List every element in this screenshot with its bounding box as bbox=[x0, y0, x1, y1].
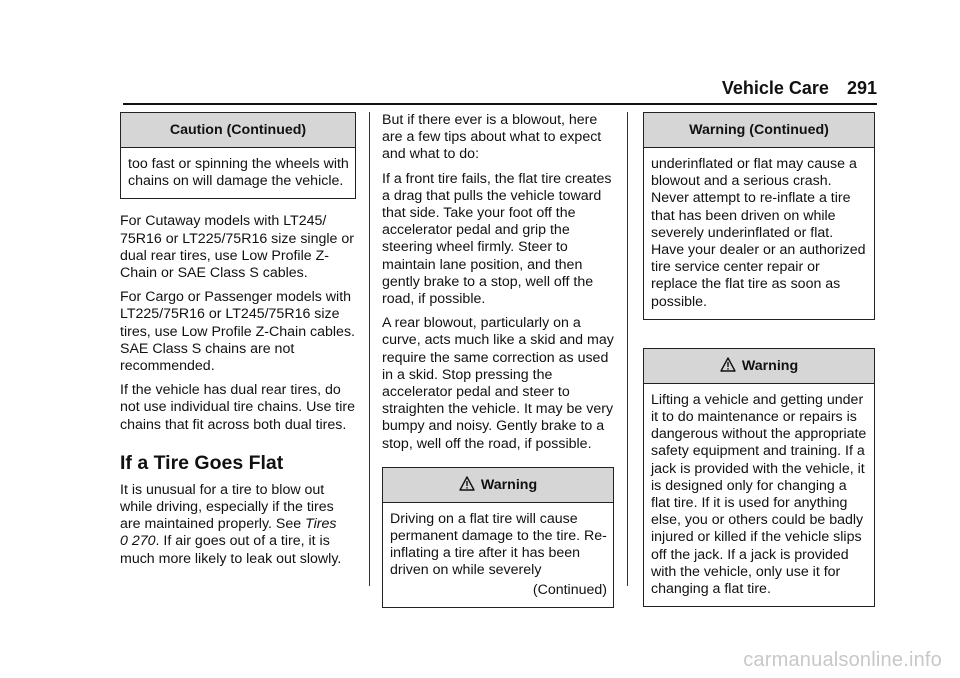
warning-title-text: Warning bbox=[480, 476, 538, 493]
warning-jack-title-text: Warning bbox=[741, 357, 799, 374]
warning-box-flat-tire bbox=[382, 467, 614, 608]
column-3 bbox=[643, 112, 875, 621]
paragraph-cargo: For Cargo or Passenger models with LT225/75R16 or LT245/75R16 size tires, use Low Profile Z-Chain cables. SAE Class S chains are not recommended. bbox=[120, 289, 355, 375]
caution-body bbox=[121, 148, 355, 198]
paragraph-text-a: It is unusual for a tire to blow out while driving, especially if the tires are maintained properly. See bbox=[120, 481, 334, 533]
paragraph-dual-rear: If the vehicle has dual rear tires, do not use individual tire chains. Use tire chains that fit across both dual tires. bbox=[120, 382, 356, 433]
column-2 bbox=[382, 112, 614, 622]
warning-title bbox=[383, 468, 613, 503]
caution-box bbox=[120, 112, 356, 199]
warning-box-jack bbox=[643, 348, 875, 607]
paragraph-text-b: . If air goes out of a tire, it is much more likely to leak out slowly. bbox=[120, 533, 342, 567]
column-1 bbox=[120, 112, 356, 575]
column-divider-2 bbox=[627, 112, 628, 586]
warning-text: Driving on a flat tire will cause permanent damage to the tire. Re-inflating a tire after it has been driven on while severely bbox=[390, 510, 607, 579]
paragraph-rear-blowout: A rear blowout, particularly on a curve, acts much like a skid and may require the same correction as used in a skid. Stop pressing the accelerator pedal and steer to straighten the vehicle. It may be very bumpy and noisy. Gently brake to a stop, well off the road, if possible. bbox=[382, 315, 614, 452]
paragraph-front-tire: If a front tire fails, the flat tire creates a drag that pulls the vehicle toward that side. Take your foot off the accelerator pedal and grip the steering wheel firmly. Steer to maintain lane position, and then gently brake to a stop, well off the road, if possible. bbox=[382, 170, 612, 308]
warning-body bbox=[383, 503, 613, 607]
warning-jack-title bbox=[644, 349, 874, 384]
warning-triangle-icon bbox=[720, 351, 736, 385]
section-title: Vehicle Care bbox=[721, 78, 829, 98]
page-header bbox=[722, 78, 877, 99]
warning-continued-body bbox=[644, 148, 874, 319]
column-divider-1 bbox=[369, 112, 370, 586]
warning-continued-text: underinflated or flat may cause a blowout and a serious crash. Never attempt to re-inflate a tire that has been driven on while severely underinflated or flat. Have your dealer or an authorized tire service center repair or replace the flat tire as soon as possible. bbox=[651, 156, 866, 310]
section-heading: If a Tire Goes Flat bbox=[120, 451, 284, 474]
warning-triangle-icon bbox=[459, 470, 475, 504]
paragraph-blowout-tips: But if there ever is a blowout, here are a few tips about what to expect and what to do: bbox=[382, 112, 602, 163]
page-number: 291 bbox=[846, 78, 877, 98]
caution-text: too fast or spinning the wheels with chains on will damage the vehicle. bbox=[128, 156, 349, 190]
tires-link[interactable]: Tires bbox=[305, 516, 337, 533]
paragraph-blowout-intro bbox=[120, 482, 356, 568]
continued-label: (Continued) bbox=[532, 581, 607, 598]
watermark: carmanualsonline.info bbox=[743, 649, 942, 671]
warning-continued-title: Warning (Continued) bbox=[644, 113, 874, 148]
warning-jack-body bbox=[644, 384, 874, 606]
caution-title: Caution (Continued) bbox=[121, 113, 355, 148]
paragraph-cutaway: For Cutaway models with LT245/ 75R16 or LT225/75R16 size single or dual rear tires, use Low Profile Z-Chain or SAE Class S cables. bbox=[120, 213, 354, 282]
warning-box-continued bbox=[643, 112, 875, 320]
tires-page-ref[interactable]: 0 270 bbox=[120, 533, 156, 550]
header-rule bbox=[123, 103, 877, 105]
warning-jack-text: Lifting a vehicle and getting under it to do maintenance or repairs is dangerous without the appropriate safety equipment and training. If a jack is provided with the vehicle, it is designed only for changing a flat tire. If it is used for anything else, you or others could be badly injured or killed if the vehicle slips off the jack. If a jack is provided with the vehicle, only use it for changing a flat tire. bbox=[651, 391, 867, 598]
